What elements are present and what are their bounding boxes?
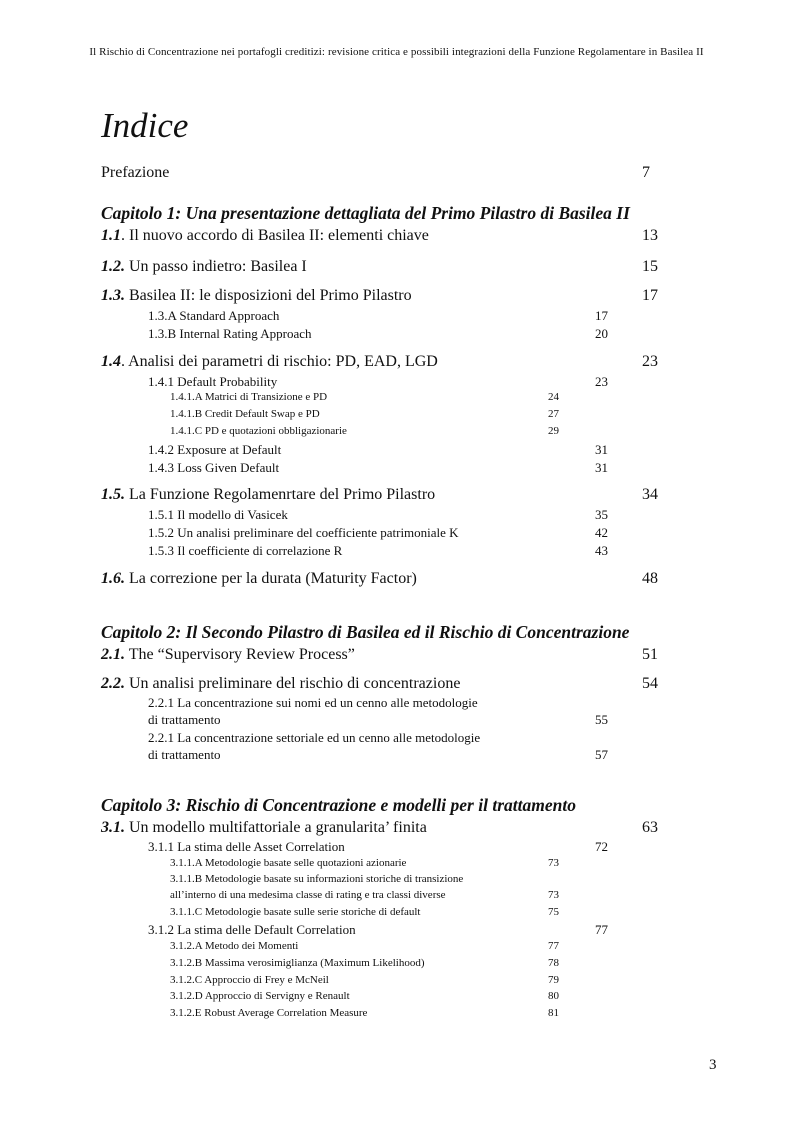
entry-title: 1.4.1.C PD e quotazioni obbligazionarie	[170, 425, 347, 438]
toc-subsubsection	[170, 857, 406, 869]
section-number: 1.4	[101, 352, 121, 370]
entry-title: 3.1.1 La stima delle Asset Correlation	[148, 838, 345, 854]
page-ref: 75	[548, 906, 559, 919]
entry-title: La correzione per la durata (Maturity Factor)	[125, 569, 417, 587]
toc-section	[101, 486, 435, 504]
page-ref: 23	[595, 373, 608, 389]
toc-section	[101, 353, 438, 371]
page-ref: 17	[642, 286, 658, 304]
entry-title: 3.1.2.A Metodo dei Momenti	[170, 940, 299, 953]
page-ref: 57	[595, 746, 608, 762]
page-number: 3	[709, 1057, 717, 1073]
entry-title: 1.3.A Standard Approach	[148, 307, 280, 323]
page-title: Indice	[101, 106, 189, 145]
entry-title: all’interno di una medesima classe di rating e tra classi diverse	[170, 889, 446, 902]
toc-subsection	[148, 747, 221, 763]
page-ref: 17	[595, 307, 608, 323]
entry-title: The “Supervisory Review Process”	[125, 645, 355, 663]
toc-subsubsection	[170, 957, 425, 969]
page-ref: 73	[548, 889, 559, 902]
entry-title: 1.5.1 Il modello di Vasicek	[148, 506, 288, 522]
page-ref: 31	[595, 459, 608, 475]
page-ref: 63	[642, 818, 658, 836]
page-ref: 27	[548, 408, 559, 421]
toc-subsubsection	[170, 391, 327, 403]
page-ref: 34	[642, 485, 658, 503]
page-ref: 79	[548, 974, 559, 987]
section-number: 2.2.	[101, 674, 125, 692]
entry-title: 3.1.1.C Metodologie basate sulle serie storiche di default	[170, 906, 421, 919]
page-ref: 77	[548, 940, 559, 953]
entry-title: Basilea II: le disposizioni del Primo Pilastro	[125, 286, 412, 304]
entry-title: 3.1.2.E Robust Average Correlation Measure	[170, 1007, 368, 1020]
entry-title: Un passo indietro: Basilea I	[125, 257, 307, 275]
page-ref: 29	[548, 425, 559, 438]
entry-title: 2.2.1 La concentrazione sui nomi ed un cenno alle metodologie	[148, 694, 478, 710]
toc-subsection	[148, 308, 279, 324]
toc-section	[101, 646, 355, 664]
entry-title: 1.3.B Internal Rating Approach	[148, 325, 312, 341]
entry-title: Capitolo 3: Rischio di Concentrazione e modelli per il trattamento	[101, 795, 576, 816]
page-ref: 43	[595, 542, 608, 558]
page-ref: 51	[642, 645, 658, 663]
entry-title: di trattamento	[148, 711, 221, 727]
entry-title: Capitolo 2: Il Secondo Pilastro di Basilea ed il Rischio di Concentrazione	[101, 622, 630, 643]
page-ref: 72	[595, 838, 608, 854]
entry-title: 1.4.3 Loss Given Default	[148, 459, 280, 475]
toc-subsubsection	[170, 990, 350, 1002]
toc-subsection	[148, 326, 312, 342]
toc-subsubsection	[170, 974, 329, 986]
page-ref: 7	[642, 163, 650, 181]
toc-subsection	[148, 712, 221, 728]
entry-title: La Funzione Regolamenrtare del Primo Pilastro	[125, 485, 436, 503]
toc-subsubsection	[170, 408, 320, 420]
toc-section	[101, 258, 307, 276]
section-number: 1.1	[101, 226, 121, 244]
toc-subsection	[148, 695, 478, 711]
entry-title: Capitolo 1: Una presentazione dettagliata del Primo Pilastro di Basilea II	[101, 203, 630, 224]
chapter-heading	[101, 795, 576, 816]
entry-title: 3.1.1.B Metodologie basate su informazioni storiche di transizione	[170, 873, 464, 886]
entry-title: 3.1.2.D Approccio di Servigny e Renault	[170, 990, 350, 1003]
entry-title: Un modello multifattoriale a granularita’ finita	[125, 818, 427, 836]
page-ref: 73	[548, 857, 559, 870]
toc-subsubsection	[170, 940, 298, 952]
toc-subsubsection	[170, 906, 421, 918]
page-ref: 55	[595, 711, 608, 727]
toc-subsubsection	[170, 1007, 367, 1019]
section-number: 1.6.	[101, 569, 125, 587]
section-number: 1.3.	[101, 286, 125, 304]
entry-title: 1.4.1.A Matrici di Transizione e PD	[170, 391, 328, 404]
toc-subsection	[148, 374, 277, 390]
entry-title: 1.4.1 Default Probability	[148, 373, 278, 389]
entry-title: di trattamento	[148, 746, 221, 762]
section-number: 3.1.	[101, 818, 125, 836]
page-ref: 42	[595, 524, 608, 540]
toc-entry-preface	[101, 164, 169, 182]
page-ref: 54	[642, 674, 658, 692]
toc-section	[101, 819, 427, 837]
entry-title: . Analisi dei parametri di rischio: PD, EAD, LGD	[121, 352, 438, 370]
page-ref: 81	[548, 1007, 559, 1020]
entry-title: 1.4.1.B Credit Default Swap e PD	[170, 408, 320, 421]
entry-title: Prefazione	[101, 163, 170, 181]
toc-subsection	[148, 839, 345, 855]
running-header: Il Rischio di Concentrazione nei portafogli creditizi: revisione critica e possibili integrazioni della Funzione Regolamentare in Basilea II	[89, 46, 704, 58]
page-ref: 31	[595, 441, 608, 457]
chapter-heading	[101, 203, 630, 224]
toc-section	[101, 287, 412, 305]
page-ref: 78	[548, 957, 559, 970]
toc-subsection	[148, 507, 288, 523]
entry-title: Un analisi preliminare del rischio di concentrazione	[125, 674, 461, 692]
page-ref: 77	[595, 921, 608, 937]
page-ref: 80	[548, 990, 559, 1003]
toc-subsection	[148, 525, 459, 541]
entry-title: 3.1.2.C Approccio di Frey e McNeil	[170, 974, 329, 987]
toc-subsection	[148, 730, 480, 746]
page-ref: 24	[548, 391, 559, 404]
page-ref: 20	[595, 325, 608, 341]
toc-subsection	[148, 460, 279, 476]
page-ref: 13	[642, 226, 658, 244]
toc-section	[101, 227, 429, 245]
page-ref: 15	[642, 257, 658, 275]
toc-section	[101, 570, 417, 588]
toc-subsubsection	[170, 425, 347, 437]
toc-subsubsection	[170, 873, 463, 885]
toc-subsection	[148, 543, 342, 559]
toc-subsection	[148, 922, 356, 938]
page-ref: 48	[642, 569, 658, 587]
toc-subsubsection	[170, 889, 446, 901]
entry-title: 2.2.1 La concentrazione settoriale ed un cenno alle metodologie	[148, 729, 481, 745]
entry-title: 3.1.2 La stima delle Default Correlation	[148, 921, 356, 937]
toc-section	[101, 675, 460, 693]
page-ref: 23	[642, 352, 658, 370]
section-number: 1.5.	[101, 485, 125, 503]
entry-title: 3.1.2.B Massima verosimiglianza (Maximum Likelihood)	[170, 957, 425, 970]
entry-title: 1.4.2 Exposure at Default	[148, 441, 282, 457]
entry-title: . Il nuovo accordo di Basilea II: elementi chiave	[121, 226, 429, 244]
entry-title: 3.1.1.A Metodologie basate selle quotazioni azionarie	[170, 857, 407, 870]
section-number: 2.1.	[101, 645, 125, 663]
entry-title: 1.5.3 Il coefficiente di correlazione R	[148, 542, 343, 558]
entry-title: 1.5.2 Un analisi preliminare del coefficiente patrimoniale K	[148, 524, 459, 540]
chapter-heading	[101, 622, 629, 643]
page-ref: 35	[595, 506, 608, 522]
section-number: 1.2.	[101, 257, 125, 275]
toc-subsection	[148, 442, 281, 458]
